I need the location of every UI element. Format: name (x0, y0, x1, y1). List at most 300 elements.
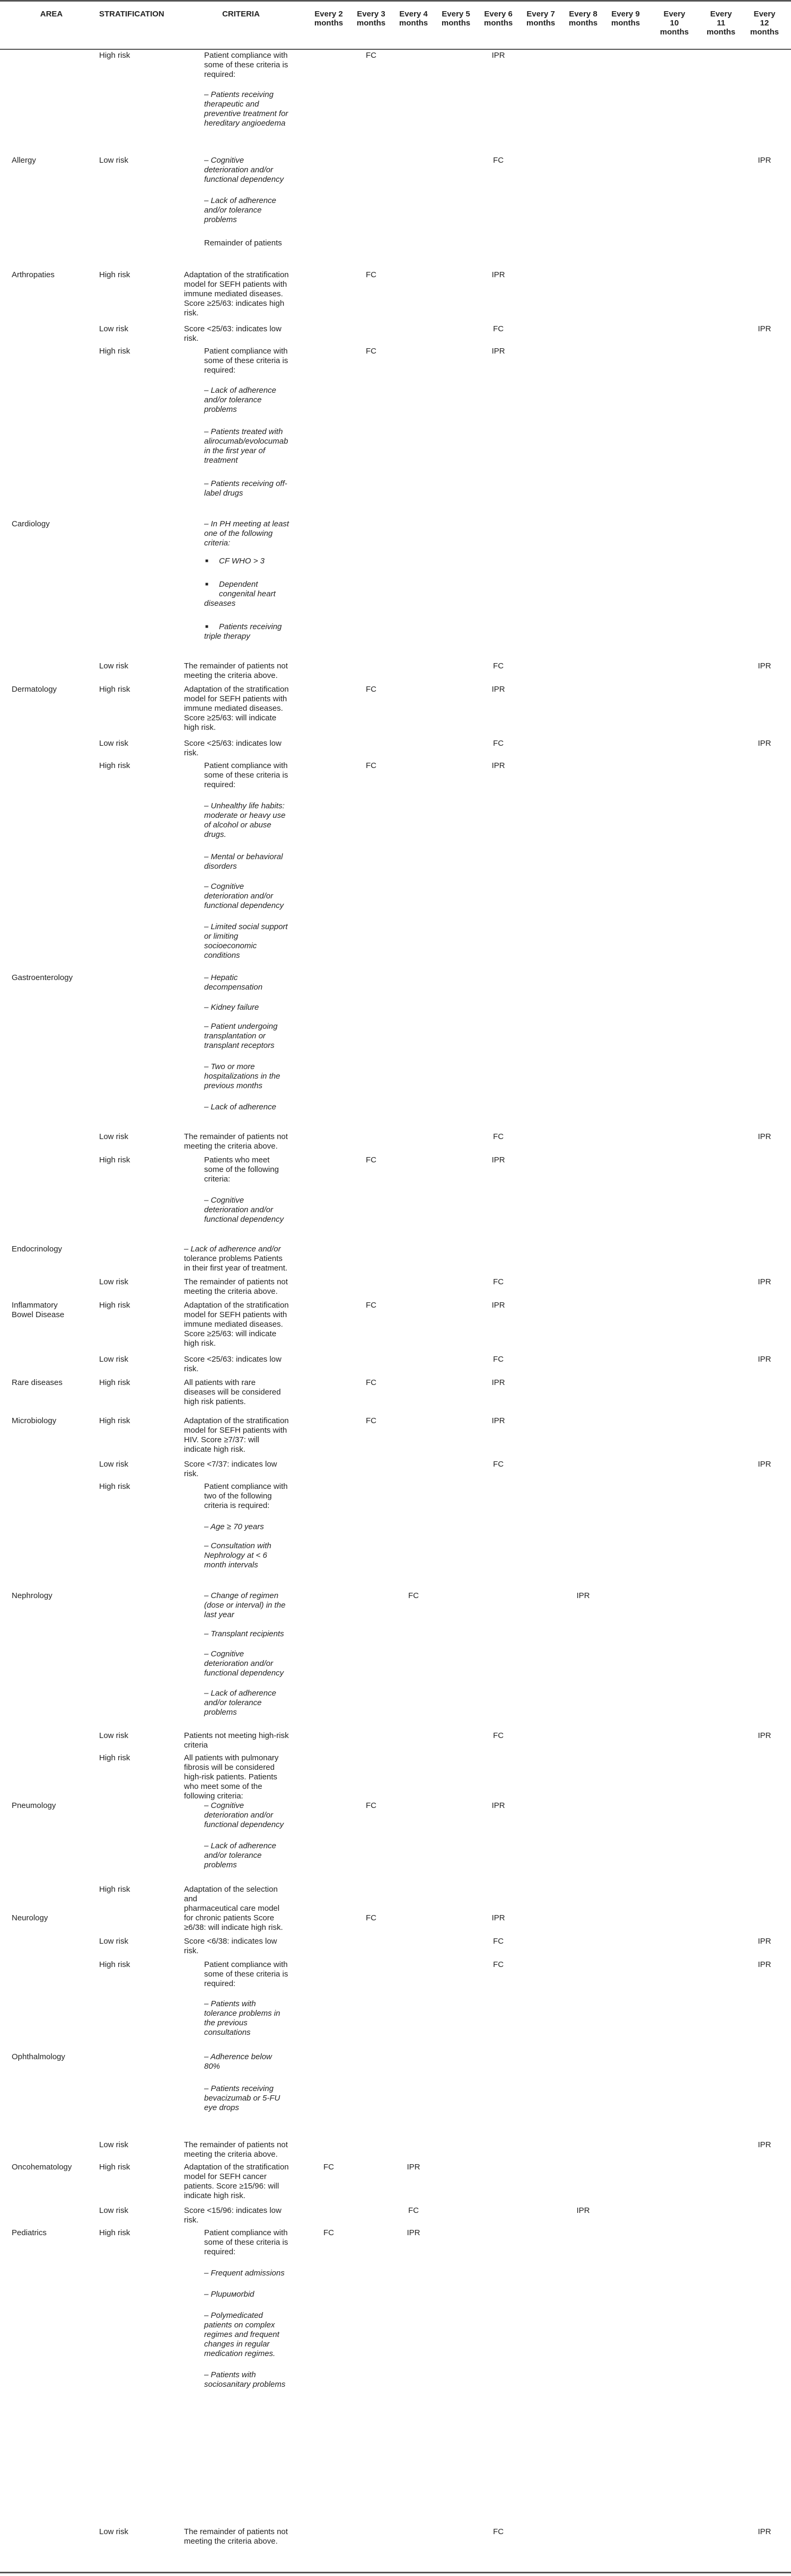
text-line: decompensation (204, 983, 263, 992)
text-line: – Unhealthy life habits: (204, 801, 285, 810)
header-every-12-l3: months (750, 28, 779, 37)
oph-low-criteria (184, 2140, 298, 2159)
text-line: – Patient undergoing (204, 1022, 278, 1031)
oph-high-fc: FC (493, 1960, 504, 1969)
gast-criterion-e (204, 973, 297, 992)
ped-low-risk: Low risk (99, 2527, 129, 2536)
header-every-8-l2: months (568, 19, 598, 28)
text-line: some of these criteria is (204, 2238, 288, 2247)
ped-low-criteria (184, 2527, 298, 2546)
area-neurology: Neurology (12, 1913, 48, 1922)
neph-criterion-b (204, 1541, 297, 1570)
text-line: functional dependency (204, 1669, 284, 1678)
header-every-2-l2: months (314, 19, 344, 28)
text-line: some of these criteria is (204, 1970, 288, 1979)
text-line: – Patients with (204, 2370, 256, 2379)
text-line: – Limited social support (204, 922, 288, 931)
text-line: – Hepatic (204, 973, 238, 982)
card-low-fc: FC (493, 661, 504, 671)
card-high-fc: FC (366, 347, 376, 356)
text-line: (dose or interval) in the (204, 1601, 286, 1610)
area-microbiology: Microbiology (12, 1416, 57, 1425)
text-line: consultations (204, 2028, 251, 2037)
text-line: and/or tolerance (204, 206, 262, 215)
text-line: indicate high risk. (184, 1445, 245, 1454)
oph-criterion-a (204, 1999, 297, 2037)
gast-high-ipr: IPR (491, 761, 505, 770)
text-line: criteria: (204, 1175, 231, 1184)
text-line: problems (204, 1708, 237, 1717)
endo-low-criteria (184, 1277, 298, 1296)
gast-high-intro (204, 761, 297, 790)
bullet-item: ■ Patients receiving (204, 622, 297, 632)
neph-low-criteria (184, 1731, 298, 1750)
micro-high-risk: High risk (99, 1416, 130, 1425)
neph-criterion-c (204, 1591, 297, 1620)
header-rule (0, 49, 791, 50)
area-rare-diseases: Rare diseases (12, 1378, 63, 1387)
text-line: Dependent (219, 580, 258, 589)
allergy-low-ipr: IPR (758, 156, 771, 165)
neph-high-ipr: IPR (576, 1591, 590, 1600)
text-line: – Cognitive (204, 1196, 244, 1205)
text-line: Score <25/63: indicates low (184, 739, 282, 748)
onco-high-criteria (184, 2163, 298, 2201)
text-line: or limiting (204, 932, 239, 941)
neuro-low-ipr: IPR (758, 1937, 771, 1946)
header-every-4-l1: Every 4 (399, 10, 428, 19)
text-line: required: (204, 1979, 236, 1988)
text-line: risk. (184, 308, 199, 317)
text-line: Score <7/37: indicates low (184, 1460, 277, 1469)
area-endocrinology: Endocrinology (12, 1245, 63, 1254)
text-line: problems (204, 1860, 237, 1869)
text-line: problems (204, 405, 237, 414)
header-every-12-l2: 12 (760, 19, 769, 28)
text-line: – Cognitive (204, 882, 244, 891)
text-line: diseases will be considered (184, 1388, 281, 1397)
text-line: some of the following (204, 1165, 279, 1174)
text-line: ≥6/38: will indicate high risk. (184, 1923, 283, 1932)
header-every-7 (525, 10, 557, 28)
text-line: deterioration and/or (204, 892, 274, 901)
ped-criterion-a: – Frequent admissions (204, 2269, 285, 2278)
ibd-low-risk: Low risk (99, 1355, 129, 1364)
ibd-high-risk: High risk (99, 1301, 130, 1310)
endo-high-risk: High risk (99, 1155, 130, 1165)
gast-criterion-a (204, 801, 297, 840)
card-high-ipr: IPR (491, 347, 505, 356)
ibd-low-fc: FC (493, 1355, 504, 1364)
gast-high-risk: High risk (99, 761, 130, 770)
gast-criterion-d (204, 922, 297, 960)
oph-high-ipr: IPR (758, 1960, 771, 1969)
card-high-risk: High risk (99, 347, 130, 356)
text-line: alirocumab/evolocumab (204, 437, 288, 446)
neph-criterion-e (204, 1649, 297, 1678)
gast-low-criteria (184, 1132, 298, 1151)
area-ophthalmology: Ophthalmology (12, 2052, 65, 2061)
text-line: The remainder of patients not (184, 1277, 288, 1286)
header-every-6-l2: months (484, 19, 513, 28)
text-line: conditions (204, 951, 240, 960)
neuro-high-fc: FC (366, 1913, 376, 1922)
text-line: Patient compliance with (204, 347, 288, 356)
text-line: functional dependency (204, 175, 284, 184)
text-line: – Patients with (204, 1999, 256, 2008)
allergy-low-fc: FC (493, 156, 504, 165)
text-line: high risk patients. (184, 1397, 246, 1406)
allergy-low-criterion-a (204, 156, 297, 184)
text-line: model for SEFH patients with (184, 1310, 287, 1319)
text-line: – Lack of adherence (204, 1689, 276, 1698)
text-line: who meet some of the (184, 1782, 262, 1791)
ibd-low-criteria (184, 1355, 298, 1374)
text-line: model for SEFH patients with (184, 694, 287, 703)
text-line: – Patients receiving off- (204, 479, 287, 488)
text-line: transplantation or (204, 1031, 266, 1040)
header-criteria: CRITERIA (222, 10, 260, 19)
text-line: Bowel Disease (12, 1310, 65, 1319)
text-line: criteria: (204, 539, 231, 548)
gast-criterion-h (204, 1062, 297, 1091)
text-line: Patient compliance with (204, 761, 288, 770)
allergy-low-criterion-c: Remainder of patients (204, 239, 282, 248)
text-line: deterioration and/or (204, 1659, 274, 1668)
text-line: Score ≥25/63: indicates high (184, 299, 285, 308)
text-line: triple therapy (204, 632, 250, 641)
text-line: treatment (204, 456, 238, 465)
header-every-2 (313, 10, 345, 28)
text-line: Adaptation of the stratification (184, 1416, 289, 1425)
text-line: required: (204, 366, 236, 375)
arth-high-ipr: IPR (491, 270, 505, 279)
gast-low-risk: Low risk (99, 1132, 129, 1141)
text-line: – Patients treated with (204, 427, 283, 436)
pneu-criterion-b (204, 1841, 297, 1870)
rare-high-ipr: IPR (491, 1378, 505, 1387)
text-line: criteria (184, 1741, 208, 1750)
header-every-9-l1: Every 9 (611, 10, 640, 19)
endo-high-intro (204, 1155, 297, 1184)
header-every-11-l2: 11 (717, 19, 725, 28)
endo-high-ipr: IPR (491, 1155, 505, 1165)
oph-low-ipr: IPR (758, 2140, 771, 2149)
card-high-criterion-a (204, 386, 297, 414)
header-every-3-l1: Every 3 (357, 10, 385, 19)
text-line: tolerance problems Patients (184, 1254, 283, 1263)
ibd-low-ipr: IPR (758, 1355, 771, 1364)
gast-criterion-g (204, 1022, 297, 1051)
text-line: The remainder of patients not (184, 2140, 288, 2149)
text-line: deterioration and/or (204, 1811, 274, 1820)
text-line: some of these criteria is (204, 60, 288, 69)
area-ibd (12, 1301, 91, 1320)
micro-high-ipr: IPR (491, 1416, 505, 1425)
onco-high-risk: High risk (99, 2163, 130, 2172)
text-line: immune mediated diseases. (184, 704, 283, 713)
bullet-item: ■ CF WHO > 3 (204, 557, 297, 566)
text-line: – Consultation with (204, 1541, 271, 1550)
neph-low-risk: Low risk (99, 1731, 129, 1740)
oph-high-risk: High risk (99, 1960, 130, 1969)
ped-low-ipr: IPR (758, 2527, 771, 2536)
card-bullet-3 (204, 622, 297, 641)
header-every-11-l3: months (706, 28, 736, 37)
derm-high-criteria (184, 685, 298, 733)
text-line: risk. (184, 1364, 199, 1373)
text-line: Score ≥25/63: will indicate (184, 1329, 277, 1338)
text-line: hereditary angioedema (204, 119, 286, 128)
header-every-12 (749, 10, 780, 37)
text-line: deterioration and/or (204, 1205, 274, 1214)
text-line: required: (204, 70, 236, 79)
text-line: – Lack of adherence (204, 386, 276, 395)
text-line: – Mental or behavioral (204, 852, 283, 861)
text-line: The remainder of patients not (184, 661, 288, 671)
text-line: risk. (184, 334, 199, 343)
text-line: and/or tolerance (204, 1698, 262, 1707)
text-line: and (184, 1894, 198, 1903)
onco-low-ipr: IPR (576, 2206, 590, 2215)
allergy-low-criterion-b (204, 196, 297, 225)
header-every-9-l2: months (611, 19, 640, 28)
neph-criterion-a: – Age ≥ 70 years (204, 1522, 264, 1531)
text-line: Score <6/38: indicates low (184, 1937, 277, 1946)
text-line: one of the following (204, 529, 273, 538)
header-every-4 (398, 10, 429, 28)
allergy-high-fc: FC (366, 51, 376, 60)
header-every-3-l2: months (356, 19, 386, 28)
text-line: 80% (204, 2062, 221, 2071)
text-line: following criteria: (184, 1792, 243, 1801)
header-every-11 (705, 10, 737, 37)
text-line: immune mediated diseases. (184, 289, 283, 298)
area-arthropaties: Arthropaties (12, 270, 55, 279)
micro-low-ipr: IPR (758, 1460, 771, 1469)
neph-low-fc: FC (493, 1731, 504, 1740)
text-line: in their first year of treatment. (184, 1264, 288, 1273)
oph-low-risk: Low risk (99, 2140, 129, 2149)
derm-low-criteria (184, 739, 298, 758)
text-line: – Cognitive (204, 1649, 244, 1658)
text-line: in the first year of (204, 446, 266, 455)
text-line: – Adherence below (204, 2052, 272, 2061)
area-cardiology: Cardiology (12, 519, 50, 528)
arth-low-criteria (184, 324, 298, 343)
text-line: immune mediated diseases. (184, 1320, 283, 1329)
text-line: meeting the criteria above. (184, 671, 278, 680)
derm-high-risk: High risk (99, 685, 130, 694)
header-every-8 (567, 10, 599, 28)
ped-high-risk: High risk (99, 2228, 130, 2237)
allergy-high-criterion-a (204, 90, 297, 128)
allergy-low-risk: Low risk (99, 156, 129, 165)
text-line: – Polymedicated (204, 2311, 263, 2320)
area-nephrology: Nephrology (12, 1591, 52, 1600)
card-bullet-2 (204, 580, 297, 608)
text-line: functional dependency (204, 901, 284, 910)
ped-criterion-d (204, 2370, 297, 2389)
text-line: Nephrology at < 6 (204, 1551, 267, 1560)
text-line: hospitalizations in the (204, 1072, 280, 1081)
card-high-criterion-b (204, 427, 297, 465)
derm-high-ipr: IPR (491, 685, 505, 694)
text-line: – Lack of adherence and/or (184, 1245, 281, 1254)
header-every-3 (355, 10, 387, 28)
text-line: indicate high risk. (184, 2191, 245, 2200)
text-line: All patients with pulmonary (184, 1753, 279, 1762)
micro-low-risk: Low risk (99, 1460, 129, 1469)
ibd-high-fc: FC (366, 1301, 376, 1310)
neph-criterion-d: – Transplant recipients (204, 1629, 284, 1638)
onco-low-risk: Low risk (99, 2206, 129, 2215)
text-line: last year (204, 1610, 234, 1619)
text-line: pharmaceutical care model (184, 1904, 280, 1913)
header-every-10-l2: 10 (670, 19, 679, 28)
text-line: changes in regular (204, 2340, 270, 2349)
card-low-criteria (184, 661, 298, 681)
text-line: The remainder of patients not (184, 2527, 288, 2536)
micro-low-criteria (184, 1460, 298, 1479)
derm-high-fc: FC (366, 685, 376, 694)
text-line: deterioration and/or (204, 165, 274, 174)
header-every-6-l1: Every 6 (484, 10, 513, 19)
text-line: meeting the criteria above. (184, 1287, 278, 1296)
header-every-5-l2: months (441, 19, 471, 28)
text-line: – In PH meeting at least (204, 519, 289, 528)
text-line: Adaptation of the stratification (184, 270, 289, 279)
text-line: Patient compliance with (204, 2228, 288, 2237)
neuro-low-criteria (184, 1937, 298, 1956)
ped-high-fc: FC (323, 2228, 334, 2237)
text-line: model for SEFH patients with (184, 280, 287, 289)
text-line: Adaptation of the selection (184, 1885, 278, 1894)
neph-high-risk: High risk (99, 1482, 130, 1491)
gast-criterion-c (204, 882, 297, 911)
ped-criterion-c (204, 2311, 297, 2359)
endo-criterion-a (204, 1196, 297, 1224)
ped-high-ipr: IPR (407, 2228, 420, 2237)
header-every-7-l2: months (526, 19, 556, 28)
text-line: regimes and frequent (204, 2330, 279, 2339)
micro-low-fc: FC (493, 1460, 504, 1469)
text-line: problems (204, 215, 237, 224)
header-every-5-l1: Every 5 (442, 10, 470, 19)
onco-high-ipr: IPR (407, 2163, 420, 2172)
text-line: – Cognitive (204, 156, 244, 165)
text-line: HIV. Score ≥7/37: will (184, 1435, 259, 1444)
area-oncohematology: Oncohematology (12, 2163, 72, 2172)
header-stratification: STRATIFICATION (99, 10, 164, 19)
endo-low-ipr: IPR (758, 1277, 771, 1286)
neph-high-intro (204, 1482, 297, 1511)
text-line: some of these criteria is (204, 771, 288, 780)
text-line: Patient compliance with (204, 1482, 288, 1491)
arth-low-risk: Low risk (99, 324, 129, 333)
arth-low-fc: FC (493, 324, 504, 333)
text-line: of alcohol or abuse (204, 821, 271, 830)
allergy-high-ipr: IPR (491, 51, 505, 60)
bullet-item (204, 580, 297, 599)
card-high-criterion-d (204, 519, 297, 548)
card-low-risk: Low risk (99, 661, 129, 671)
header-every-6 (482, 10, 514, 28)
header-every-10-l3: months (660, 28, 689, 37)
neuro-low-fc: FC (493, 1937, 504, 1946)
neph-criterion-f (204, 1689, 297, 1717)
header-every-8-l1: Every 8 (569, 10, 597, 19)
text-line: Patients who meet (204, 1155, 270, 1165)
text-line: and/or tolerance (204, 395, 262, 404)
text-line: All patients with rare (184, 1378, 256, 1387)
arth-high-criteria (184, 270, 298, 318)
header-every-11-l1: Every (710, 10, 732, 19)
arth-low-ipr: IPR (758, 324, 771, 333)
text-line: Score <15/96: indicates low (184, 2206, 282, 2215)
area-allergy: Allergy (12, 156, 36, 165)
pneu-criterion-a (204, 1801, 297, 1830)
text-line: congenital heart (219, 589, 276, 598)
pneu-high-risk: High risk (99, 1753, 130, 1762)
header-every-10 (658, 10, 690, 37)
ped-low-fc: FC (493, 2527, 504, 2536)
text-line: two of the following (204, 1492, 272, 1501)
text-line: moderate or heavy use (204, 811, 286, 820)
rare-high-risk: High risk (99, 1378, 130, 1387)
text-line: Patients not meeting high-risk (184, 1731, 289, 1740)
text-line: meeting the criteria above. (184, 2537, 278, 2546)
onco-high-fc: FC (323, 2163, 334, 2172)
text-line: high risk. (184, 723, 216, 732)
text-line: – Patients receiving (204, 2084, 274, 2093)
header-every-10-l1: Every (663, 10, 685, 19)
derm-low-ipr: IPR (758, 739, 771, 748)
text-line: patients. Score ≥15/96: will (184, 2182, 279, 2191)
text-line: – Two or more (204, 1062, 255, 1071)
text-line: socioeconomic (204, 941, 257, 950)
neuro-high-ipr: IPR (491, 1913, 505, 1922)
text-line: The remainder of patients not (184, 1132, 288, 1141)
text-line: functional dependency (204, 1820, 284, 1829)
text-line: month intervals (204, 1560, 258, 1569)
pneu-high-ipr: IPR (491, 1801, 505, 1810)
text-line: patients on complex (204, 2321, 275, 2330)
header-every-12-l1: Every (753, 10, 776, 19)
area-dermatology: Dermatology (12, 685, 57, 694)
oph-criterion-b (204, 2052, 297, 2071)
derm-low-fc: FC (493, 739, 504, 748)
text-line: Score ≥25/63: will indicate (184, 713, 277, 722)
oph-criterion-c (204, 2084, 297, 2113)
text-line: bevacizumab or 5-FU (204, 2094, 280, 2103)
text-line: meeting the criteria above. (184, 2150, 278, 2159)
neuro-high-criteria (184, 1885, 298, 1933)
ped-criterion-b: – Pluримorbid (204, 2290, 254, 2299)
text-line: previous months (204, 1081, 263, 1090)
text-line: risk. (184, 748, 199, 757)
gast-criterion-i: – Lack of adherence (204, 1102, 276, 1111)
micro-high-criteria (184, 1416, 298, 1454)
text-line: – Cognitive (204, 1801, 244, 1810)
text-line: Adaptation of the stratification (184, 685, 289, 694)
pneu-high-fc: FC (366, 1801, 376, 1810)
neph-low-ipr: IPR (758, 1731, 771, 1740)
text-line: Patient compliance with (204, 51, 288, 60)
text-line: Adaptation of the stratification (184, 2163, 289, 2172)
text-line: for chronic patients Score (184, 1913, 275, 1922)
text-line: risk. (184, 1469, 199, 1478)
